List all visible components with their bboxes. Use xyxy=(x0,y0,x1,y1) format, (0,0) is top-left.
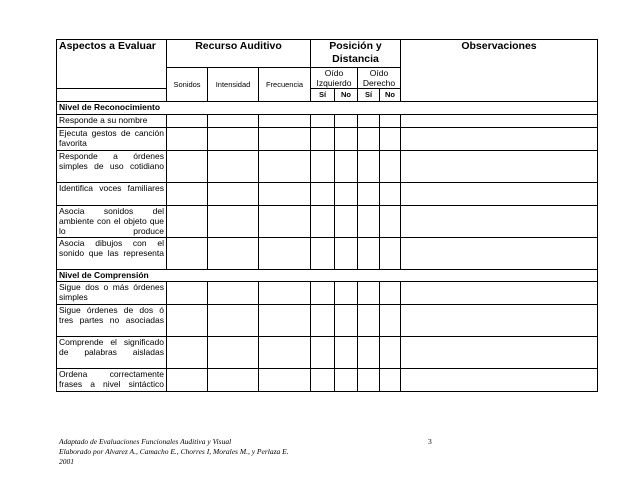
header-si-der: Sí xyxy=(358,89,380,102)
header-no-der: No xyxy=(380,89,401,102)
footer-line-1: Adaptado de Evaluaciones Funcionales Auditiva y Visual xyxy=(59,437,232,446)
header-sonidos: Sonidos xyxy=(167,68,208,102)
item-label: Sigue órdenes de dos ó tres partes no asociadas xyxy=(57,305,167,337)
footer-line-2: Elaborado por Alvarez A., Camacho E., Chorres I, Morales M., y Perlaza E. xyxy=(59,447,289,456)
section-reconocimiento: Nivel de Reconocimiento xyxy=(57,102,598,115)
section-comprension: Nivel de Comprensión xyxy=(57,270,598,282)
header-intensidad: Intensidad xyxy=(208,68,259,102)
item-label: Responde a su nombre xyxy=(57,115,167,128)
header-oido-izquierdo: Oído Izquierdo xyxy=(311,68,358,89)
item-label: Comprende el significado de palabras aisladas xyxy=(57,337,167,369)
evaluation-table xyxy=(56,39,598,392)
header-recurso-auditivo: Recurso Auditivo xyxy=(167,40,311,68)
footer-citation xyxy=(59,437,479,467)
page-number: 3 xyxy=(428,437,432,446)
header-aspectos: Aspectos a Evaluar xyxy=(57,40,167,89)
header-observaciones: Observaciones xyxy=(401,40,598,102)
item-label: Asocia sonidos del ambiente con el objeto que lo produce xyxy=(57,206,167,238)
item-label: Ordena correctamente frases a nivel sintáctico xyxy=(57,369,167,392)
item-label: Identifica voces familiares xyxy=(57,183,167,206)
header-oido-derecho: Oído Derecho xyxy=(358,68,401,89)
header-posicion-distancia: Posición y Distancia xyxy=(311,40,401,68)
item-label: Ejecuta gestos de canción favorita xyxy=(57,128,167,151)
header-si-izq: Sí xyxy=(311,89,335,102)
header-no-izq: No xyxy=(335,89,358,102)
item-label: Asocia dibujos con el sonido que las representa xyxy=(57,238,167,270)
item-label: Sigue dos o más órdenes simples xyxy=(57,282,167,305)
footer-line-3: 2001 xyxy=(59,457,74,466)
item-label: Responde a órdenes simples de uso cotidiano xyxy=(57,151,167,183)
header-frecuencia: Frecuencia xyxy=(259,68,311,102)
